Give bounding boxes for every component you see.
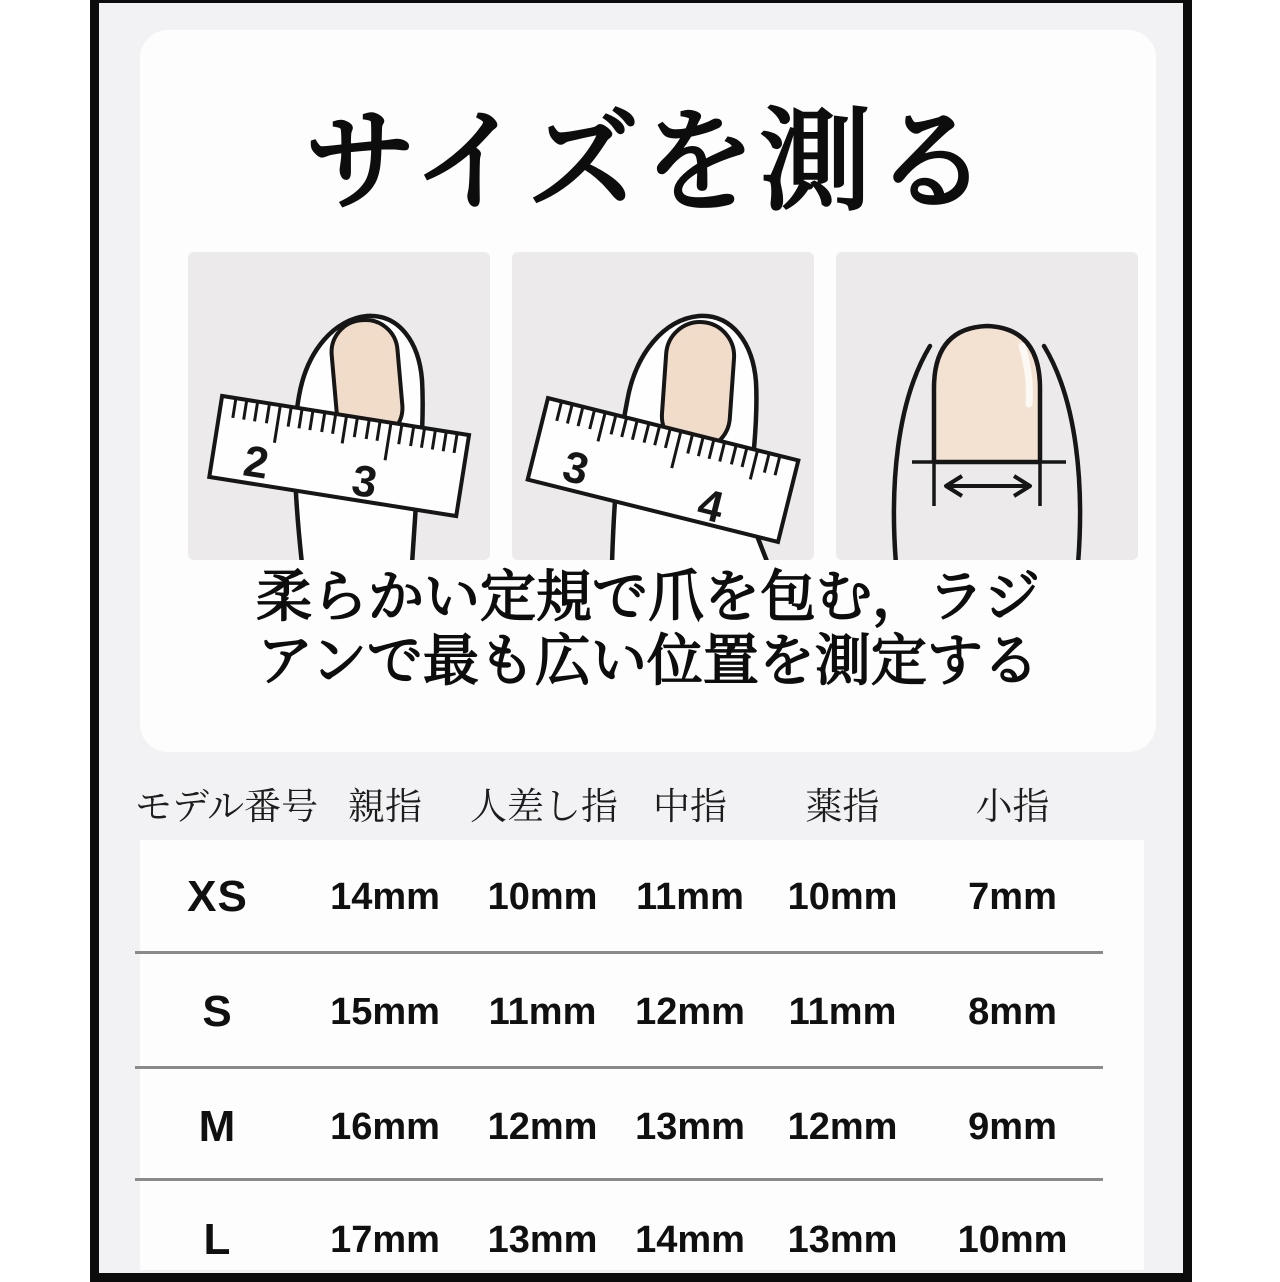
- ring-size: 11mm: [788, 990, 897, 1033]
- size-table-header: [135, 773, 1105, 833]
- middle-size: 13mm: [635, 1105, 745, 1148]
- pinky-size: 9mm: [968, 1105, 1057, 1148]
- model-label: L: [203, 1215, 232, 1264]
- instruction-line-1: 柔らかい定規で爪を包む，ラジ: [256, 567, 1040, 629]
- model-label: S: [202, 987, 233, 1036]
- thumb-size: 14mm: [330, 875, 440, 918]
- pinky-size: 10mm: [957, 1218, 1068, 1261]
- finger-tape-illustration-2: [512, 252, 814, 560]
- thumb-size: 16mm: [330, 1105, 440, 1148]
- header-model-number: モデル番号: [135, 787, 319, 828]
- index-size: 10mm: [487, 875, 598, 918]
- middle-size: 12mm: [635, 990, 745, 1033]
- middle-size: 14mm: [635, 1218, 745, 1261]
- panel-finger-tape-2: [512, 252, 814, 560]
- index-size: 11mm: [488, 990, 597, 1033]
- model-label: XS: [187, 872, 248, 921]
- ring-size: 13mm: [787, 1218, 898, 1261]
- header-middle-finger: 中指: [653, 787, 727, 828]
- header-thumb: 親指: [348, 787, 422, 828]
- thumb-size: 17mm: [330, 1218, 440, 1261]
- header-pinky: 小指: [975, 787, 1050, 828]
- model-label: M: [198, 1102, 237, 1151]
- middle-size: 11mm: [636, 875, 744, 918]
- tape-number: 3: [558, 441, 594, 496]
- table-row-s: [135, 984, 1105, 1040]
- tape-number: 3: [348, 455, 381, 508]
- illustration-row: [188, 252, 1140, 560]
- pinky-size: 7mm: [968, 875, 1057, 918]
- ring-size: 10mm: [787, 875, 898, 918]
- finger-side-line-right: [1044, 346, 1080, 560]
- panel-finger-tape-1: [188, 252, 490, 560]
- finger-tape-illustration-1: [188, 252, 490, 560]
- table-row-m: [135, 1099, 1105, 1155]
- pinky-size: 8mm: [968, 990, 1057, 1033]
- row-divider: [135, 1178, 1103, 1181]
- thumb-size: 15mm: [330, 990, 440, 1033]
- header-ring-finger: 薬指: [805, 787, 880, 828]
- finger-side-line-left: [894, 346, 930, 560]
- table-row-l: [135, 1212, 1105, 1268]
- row-divider: [135, 1066, 1103, 1069]
- table-row-xs: [135, 869, 1105, 925]
- index-size: 12mm: [487, 1105, 598, 1148]
- tape-number: 4: [692, 479, 729, 533]
- guide-card: [140, 30, 1156, 752]
- row-divider: [135, 951, 1103, 954]
- nail-width-illustration: [836, 252, 1138, 560]
- instruction-line-2: アンで最も広い位置を測定する: [257, 631, 1039, 694]
- instruction-text: [140, 566, 1156, 695]
- panel-nail-width: [836, 252, 1138, 560]
- index-size: 13mm: [487, 1218, 598, 1261]
- tape-number: 2: [240, 436, 273, 489]
- page-title: サイズを測る: [304, 101, 992, 225]
- ring-size: 12mm: [787, 1105, 898, 1148]
- header-index-finger: 人差し指: [470, 787, 618, 828]
